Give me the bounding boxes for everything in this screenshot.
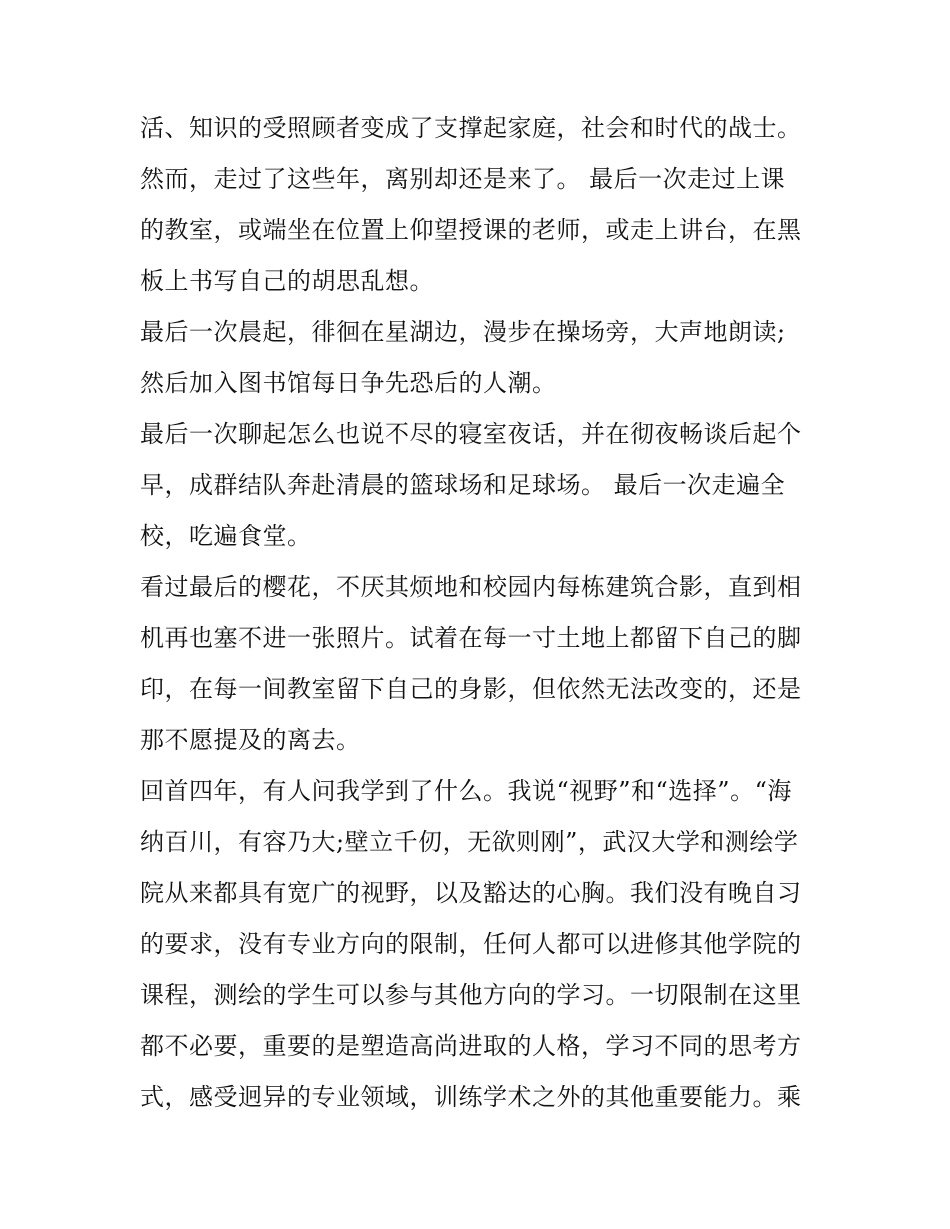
text-line: 的教室，或端坐在位置上仰望授课的老师，或走上讲台，在黑 — [140, 216, 802, 244]
text-line: 看过最后的樱花，不厌其烦地和校园内每栋建筑合影，直到相 — [140, 573, 802, 601]
text-line: 早，成群结队奔赴清晨的篮球场和足球场。 最后一次走遍全 — [140, 471, 786, 499]
text-line: 的要求，没有专业方向的限制，任何人都可以进修其他学院的 — [140, 930, 802, 958]
text-line: 活、知识的受照顾者变成了支撑起家庭，社会和时代的战士。 — [140, 114, 802, 142]
text-line: 最后一次晨起，徘徊在星湖边，漫步在操场旁，大声地朗读; — [140, 318, 786, 346]
text-line: 机再也塞不进一张照片。试着在每一寸土地上都留下自己的脚 — [140, 624, 802, 652]
text-line: 最后一次聊起怎么也说不尽的寝室夜话，并在彻夜畅谈后起个 — [140, 420, 802, 448]
text-line: 校，吃遍食堂。 — [140, 522, 312, 550]
text-line: 然后加入图书馆每日争先恐后的人潮。 — [140, 369, 557, 397]
text-line: 课程，测绘的学生可以参与其他方向的学习。一切限制在这里 — [140, 981, 802, 1009]
text-line: 式，感受迥异的专业领域，训练学术之外的其他重要能力。乘 — [140, 1083, 802, 1111]
text-line: 板上书写自己的胡思乱想。 — [140, 267, 434, 295]
text-line: 纳百川，有容乃大;壁立千仞，无欲则刚”，武汉大学和测绘学 — [140, 828, 799, 856]
text-line: 那不愿提及的离去。 — [140, 726, 361, 754]
text-line: 都不必要，重要的是塑造高尚进取的人格，学习不同的思考方 — [140, 1032, 802, 1060]
text-line: 院从来都具有宽广的视野，以及豁达的心胸。我们没有晚自习 — [140, 879, 802, 907]
text-line: 然而，走过了这些年，离别却还是来了。 最后一次走过上课 — [140, 165, 786, 193]
text-line: 印，在每一间教室留下自己的身影，但依然无法改变的，还是 — [140, 675, 802, 703]
text-line: 回首四年，有人问我学到了什么。我说“视野”和“选择”。“海 — [140, 777, 792, 805]
